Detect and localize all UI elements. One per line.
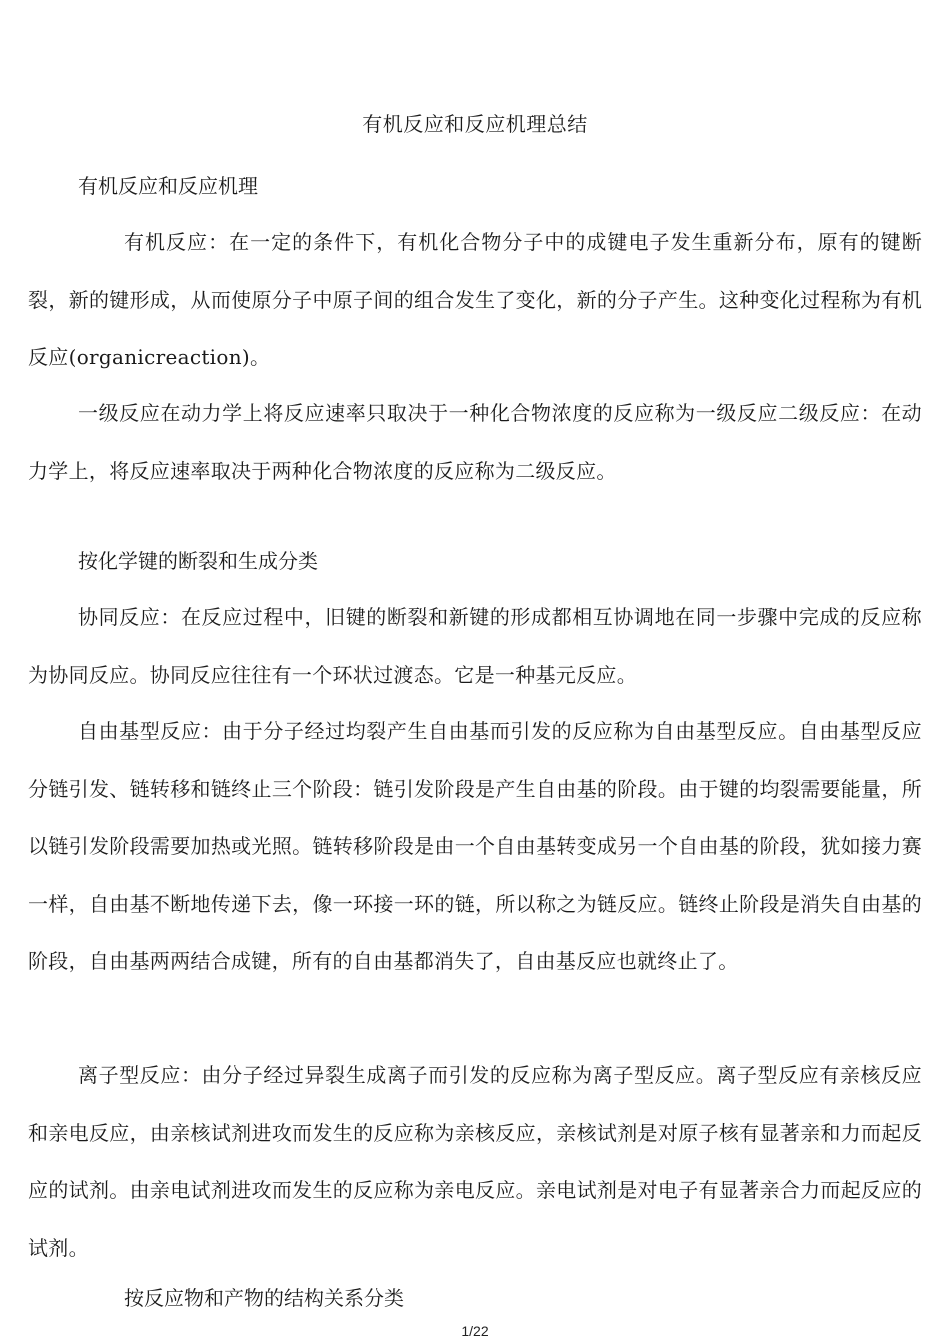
paragraph-free-radical-reaction: 自由基型反应：由于分子经过均裂产生自由基而引发的反应称为自由基型反应。自由基型反应分链引发、链转移和链终止三个阶段：链引发阶段是产生自由基的阶段。由于键的均裂需要能量，所以链引发阶段需要加热或光照。链转移阶段是由一个自由基转变成另一个自由基的阶段，犹如接力赛一样，自由基不断地传递下去，像一环接一环的链，所以称之为链反应。链终止阶段是消失自由基的阶段，自由基两两结合成键，所有的自由基都消失了，自由基反应也就终止了。 [28, 719, 922, 973]
page-number: 1/22 [461, 1323, 489, 1339]
section-heading: 按反应物和产物的结构关系分类 [124, 1286, 404, 1310]
paragraph-concerted-reaction: 协同反应：在反应过程中，旧键的断裂和新键的形成都相互协调地在同一步骤中完成的反应称为协同反应。协同反应往往有一个环状过渡态。它是一种基元反应。 [28, 605, 922, 687]
section-heading: 按化学键的断裂和生成分类 [78, 549, 318, 573]
paragraph-organic-reaction: 有机反应：在一定的条件下，有机化合物分子中的成键电子发生重新分布，原有的键断裂，新的键形成，从而使原分子中原子间的组合发生了变化，新的分子产生。这种变化过程称为有机反应(organicreaction)。 [28, 230, 922, 369]
section-heading: 有机反应和反应机理 [78, 174, 258, 198]
paragraph-reaction-order: 一级反应在动力学上将反应速率只取决于一种化合物浓度的反应称为一级反应二级反应：在动力学上，将反应速率取决于两种化合物浓度的反应称为二级反应。 [28, 401, 922, 483]
paragraph-ionic-reaction: 离子型反应：由分子经过异裂生成离子而引发的反应称为离子型反应。离子型反应有亲核反应和亲电反应，由亲核试剂进攻而发生的反应称为亲核反应，亲核试剂是对原子核有显著亲和力而起反应的试剂。由亲电试剂进攻而发生的反应称为亲电反应。亲电试剂是对电子有显著亲合力而起反应的试剂。 [28, 1063, 922, 1260]
document-title: 有机反应和反应机理总结 [362, 112, 588, 136]
